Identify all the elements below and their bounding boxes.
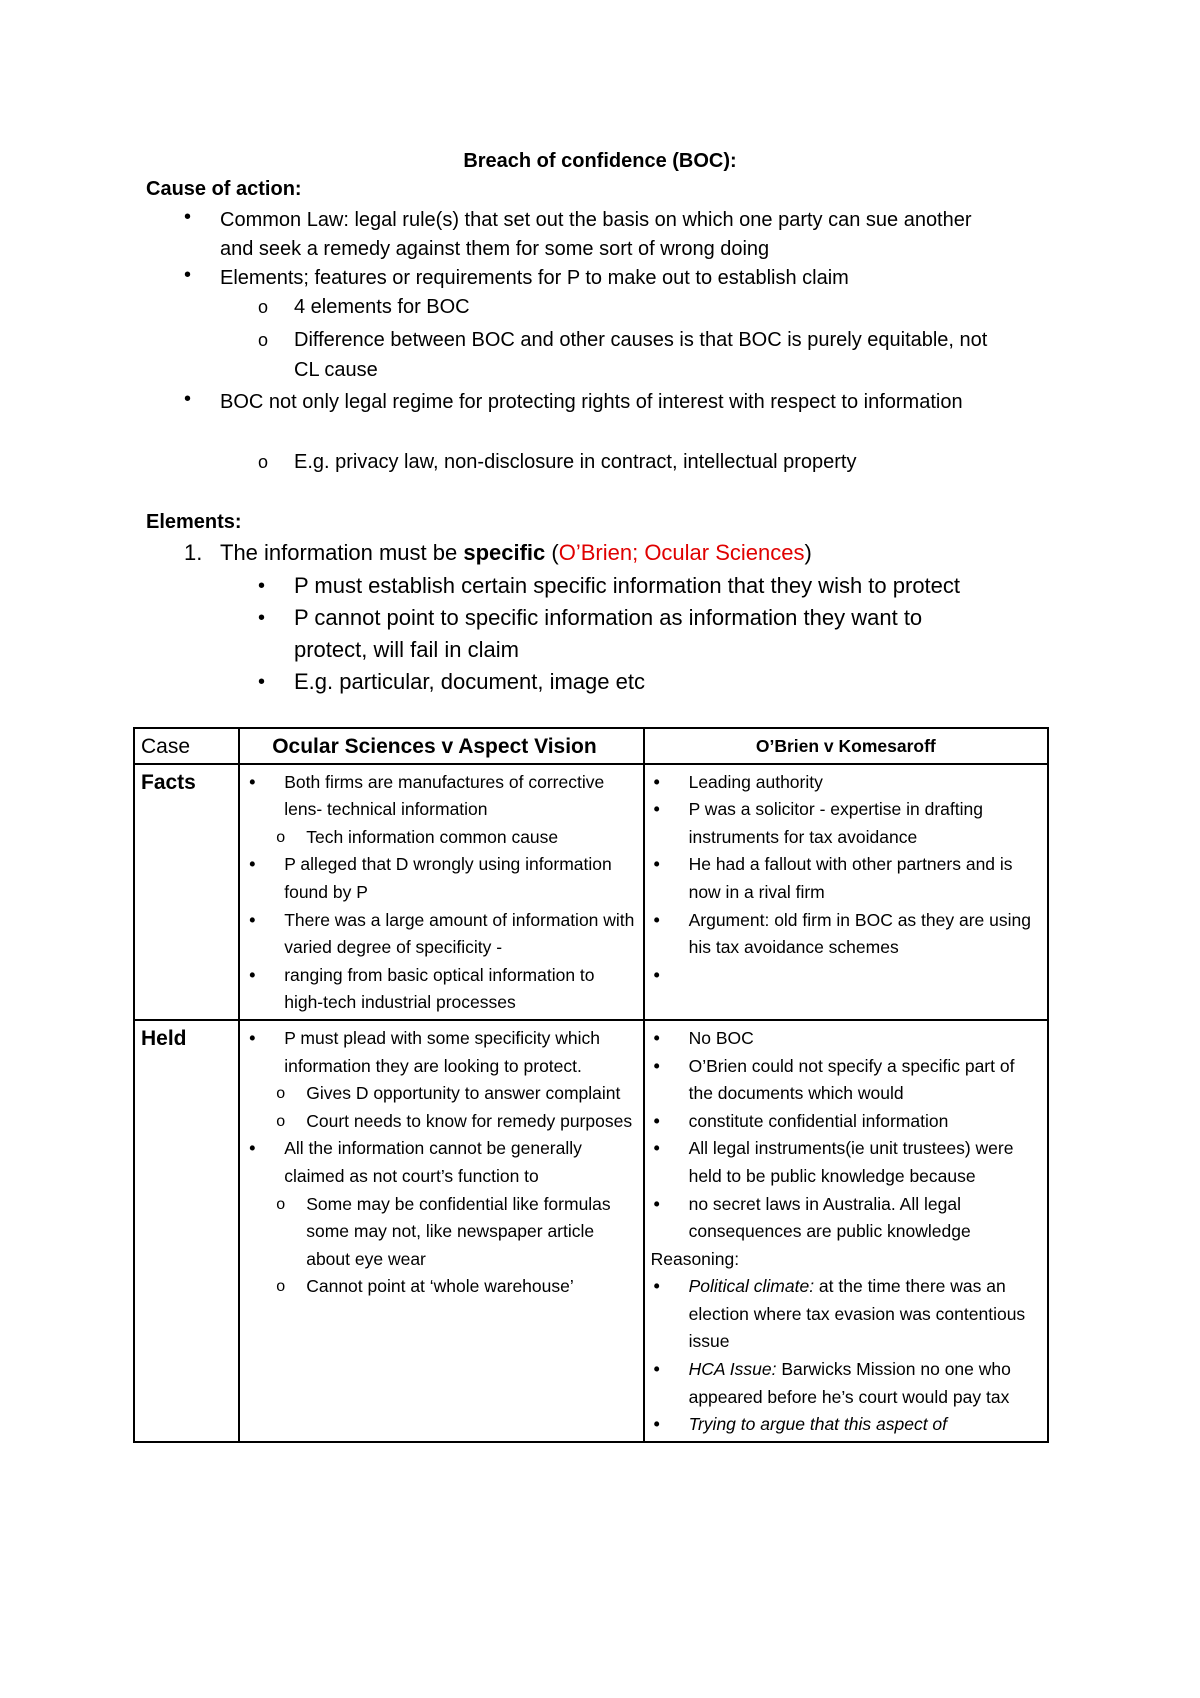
facts-ocular-cell bbox=[239, 764, 643, 1020]
cause-bullet-1-line-2: and seek a remedy against them for some sort of wrong doing bbox=[220, 238, 770, 260]
element-1-keyword: specific bbox=[463, 540, 546, 565]
bullet-icon: • bbox=[258, 671, 266, 693]
sub-bullet-icon: o bbox=[258, 452, 269, 472]
sub-list-item bbox=[246, 1080, 636, 1108]
list-item bbox=[651, 796, 1041, 851]
list-item-text: There was a large amount of information with varied degree of specificity - bbox=[284, 909, 635, 958]
sub-list-item bbox=[246, 1108, 636, 1136]
element-1-heading bbox=[220, 538, 812, 568]
document-title: Breach of confidence (BOC): bbox=[463, 150, 737, 172]
held-ocular-cell bbox=[239, 1020, 643, 1442]
table-header-row bbox=[134, 728, 1048, 764]
sub-bullet-icon: o bbox=[258, 330, 269, 350]
list-item-text: Some may be confidential like formulas some may not, like newspaper article about eye wear bbox=[306, 1193, 611, 1269]
bullet-icon: • bbox=[258, 575, 266, 597]
list-item bbox=[246, 1135, 636, 1301]
cause-bullet-2: Elements; features or requirements for P to make out to establish claim bbox=[220, 267, 849, 289]
list-item bbox=[651, 1273, 1041, 1356]
list-item-text: P was a solicitor - expertise in drafting instruments for tax avoidance bbox=[688, 799, 983, 847]
bullet-icon: • bbox=[258, 607, 266, 629]
element-1-bullet-2-line-2: protect, will fail in claim bbox=[294, 637, 519, 662]
list-item bbox=[651, 769, 1041, 797]
list-item bbox=[246, 962, 636, 1017]
bullet-icon: • bbox=[184, 206, 192, 228]
list-item bbox=[651, 1135, 1041, 1190]
list-item-text: P alleged that D wrongly using information found by P bbox=[284, 854, 612, 902]
list-item-text: Court needs to know for remedy purposes bbox=[306, 1110, 633, 1131]
header-ocular-sciences: Ocular Sciences v Aspect Vision bbox=[239, 728, 643, 764]
held-obrien-cell bbox=[644, 1020, 1048, 1442]
list-item-text: Argument: old firm in BOC as they are using his tax avoidance schemes bbox=[688, 909, 1031, 958]
list-item-text: ranging from basic optical information to high-tech industrial processes bbox=[284, 964, 595, 1013]
element-1-text: The information must be bbox=[220, 540, 464, 565]
list-item-text: Gives D opportunity to answer complaint bbox=[306, 1083, 621, 1104]
bullet-icon: • bbox=[184, 388, 192, 410]
element-1-open-paren: ( bbox=[545, 540, 559, 565]
list-item-text: constitute confidential information bbox=[688, 1110, 949, 1131]
reasoning-1-label: Political climate: bbox=[688, 1276, 815, 1297]
list-item bbox=[651, 851, 1041, 906]
list-item bbox=[651, 1411, 1041, 1439]
header-obrien: O’Brien v Komesaroff bbox=[644, 728, 1048, 764]
list-item-text: All legal instruments(ie unit trustees) were held to be public knowledge because bbox=[688, 1138, 1014, 1186]
list-item bbox=[651, 1025, 1041, 1053]
element-1-bullet-1: P must establish certain specific information that they wish to protect bbox=[294, 573, 961, 598]
sub-list-item bbox=[246, 1273, 636, 1301]
element-1-bullet-3: E.g. particular, document, image etc bbox=[294, 669, 645, 694]
facts-label: Facts bbox=[134, 764, 239, 1020]
list-item bbox=[651, 1108, 1041, 1136]
list-item bbox=[651, 1356, 1041, 1411]
list-item bbox=[246, 1025, 636, 1135]
held-label: Held bbox=[134, 1020, 239, 1442]
reasoning-2-text: Barwicks Mission no one who appeared before he’s court would pay tax bbox=[688, 1359, 1011, 1407]
list-item-text: He had a fallout with other partners and is now in a rival firm bbox=[688, 854, 1013, 902]
cause-bullet-1-line-1: Common Law: legal rule(s) that set out the basis on which one party can sue another bbox=[220, 209, 972, 231]
table-row-held bbox=[134, 1020, 1048, 1442]
elements-heading: Elements: bbox=[146, 511, 242, 533]
cause-bullet-2-sub-1: 4 elements for BOC bbox=[294, 296, 470, 318]
reasoning-2-label: HCA Issue: bbox=[688, 1359, 777, 1380]
table-row-facts bbox=[134, 764, 1048, 1020]
list-item-text: Leading authority bbox=[688, 771, 823, 792]
list-item-text: No BOC bbox=[688, 1027, 754, 1048]
reasoning-1-text: at the time there was an election where tax evasion was contentious issue bbox=[688, 1276, 1026, 1352]
list-item-text: Tech information common cause bbox=[306, 826, 559, 847]
list-item bbox=[246, 769, 636, 852]
sub-bullet-icon: o bbox=[258, 297, 269, 317]
sub-list-item bbox=[246, 1191, 636, 1274]
reasoning-3-text: Trying to argue that this aspect of bbox=[688, 1414, 948, 1435]
bullet-icon: • bbox=[184, 264, 192, 286]
cause-bullet-2-sub-2-line-2: CL cause bbox=[294, 359, 378, 381]
list-item-text: All the information cannot be generally claimed as not court’s function to bbox=[284, 1138, 582, 1186]
cause-bullet-2-sub-2-line-1: Difference between BOC and other causes is that BOC is purely equitable, not bbox=[294, 329, 988, 351]
element-1-number: 1. bbox=[184, 540, 203, 565]
list-item-text: P must plead with some specificity which information they are looking to protect. bbox=[284, 1027, 600, 1076]
list-item bbox=[651, 1191, 1041, 1246]
sub-list-item bbox=[246, 824, 636, 852]
cause-bullet-3-sub-1: E.g. privacy law, non-disclosure in contract, intellectual property bbox=[294, 451, 857, 473]
list-item-text: Both firms are manufactures of corrective lens- technical information bbox=[284, 771, 605, 820]
list-item-text: O’Brien could not specify a specific part of the documents which would bbox=[688, 1055, 1015, 1104]
element-1-cases: O’Brien; Ocular Sciences bbox=[558, 540, 805, 565]
reasoning-label: Reasoning: bbox=[650, 1248, 740, 1269]
element-1-bullet-2-line-1: P cannot point to specific information as information they want to bbox=[294, 605, 923, 630]
facts-obrien-cell bbox=[644, 764, 1048, 1020]
list-item bbox=[651, 907, 1041, 962]
cause-of-action-heading: Cause of action: bbox=[146, 178, 302, 200]
list-item-text: no secret laws in Australia. All legal consequences are public knowledge bbox=[688, 1193, 971, 1242]
list-item-text: Cannot point at ‘whole warehouse’ bbox=[306, 1276, 574, 1297]
header-case: Case bbox=[134, 728, 239, 764]
list-item bbox=[651, 962, 1041, 990]
element-1-close-paren: ) bbox=[804, 540, 812, 565]
list-item bbox=[651, 1053, 1041, 1108]
cause-bullet-3: BOC not only legal regime for protecting rights of interest with respect to information bbox=[220, 391, 963, 413]
list-item bbox=[246, 851, 636, 906]
list-item bbox=[246, 907, 636, 962]
case-comparison-table bbox=[133, 727, 1049, 1443]
